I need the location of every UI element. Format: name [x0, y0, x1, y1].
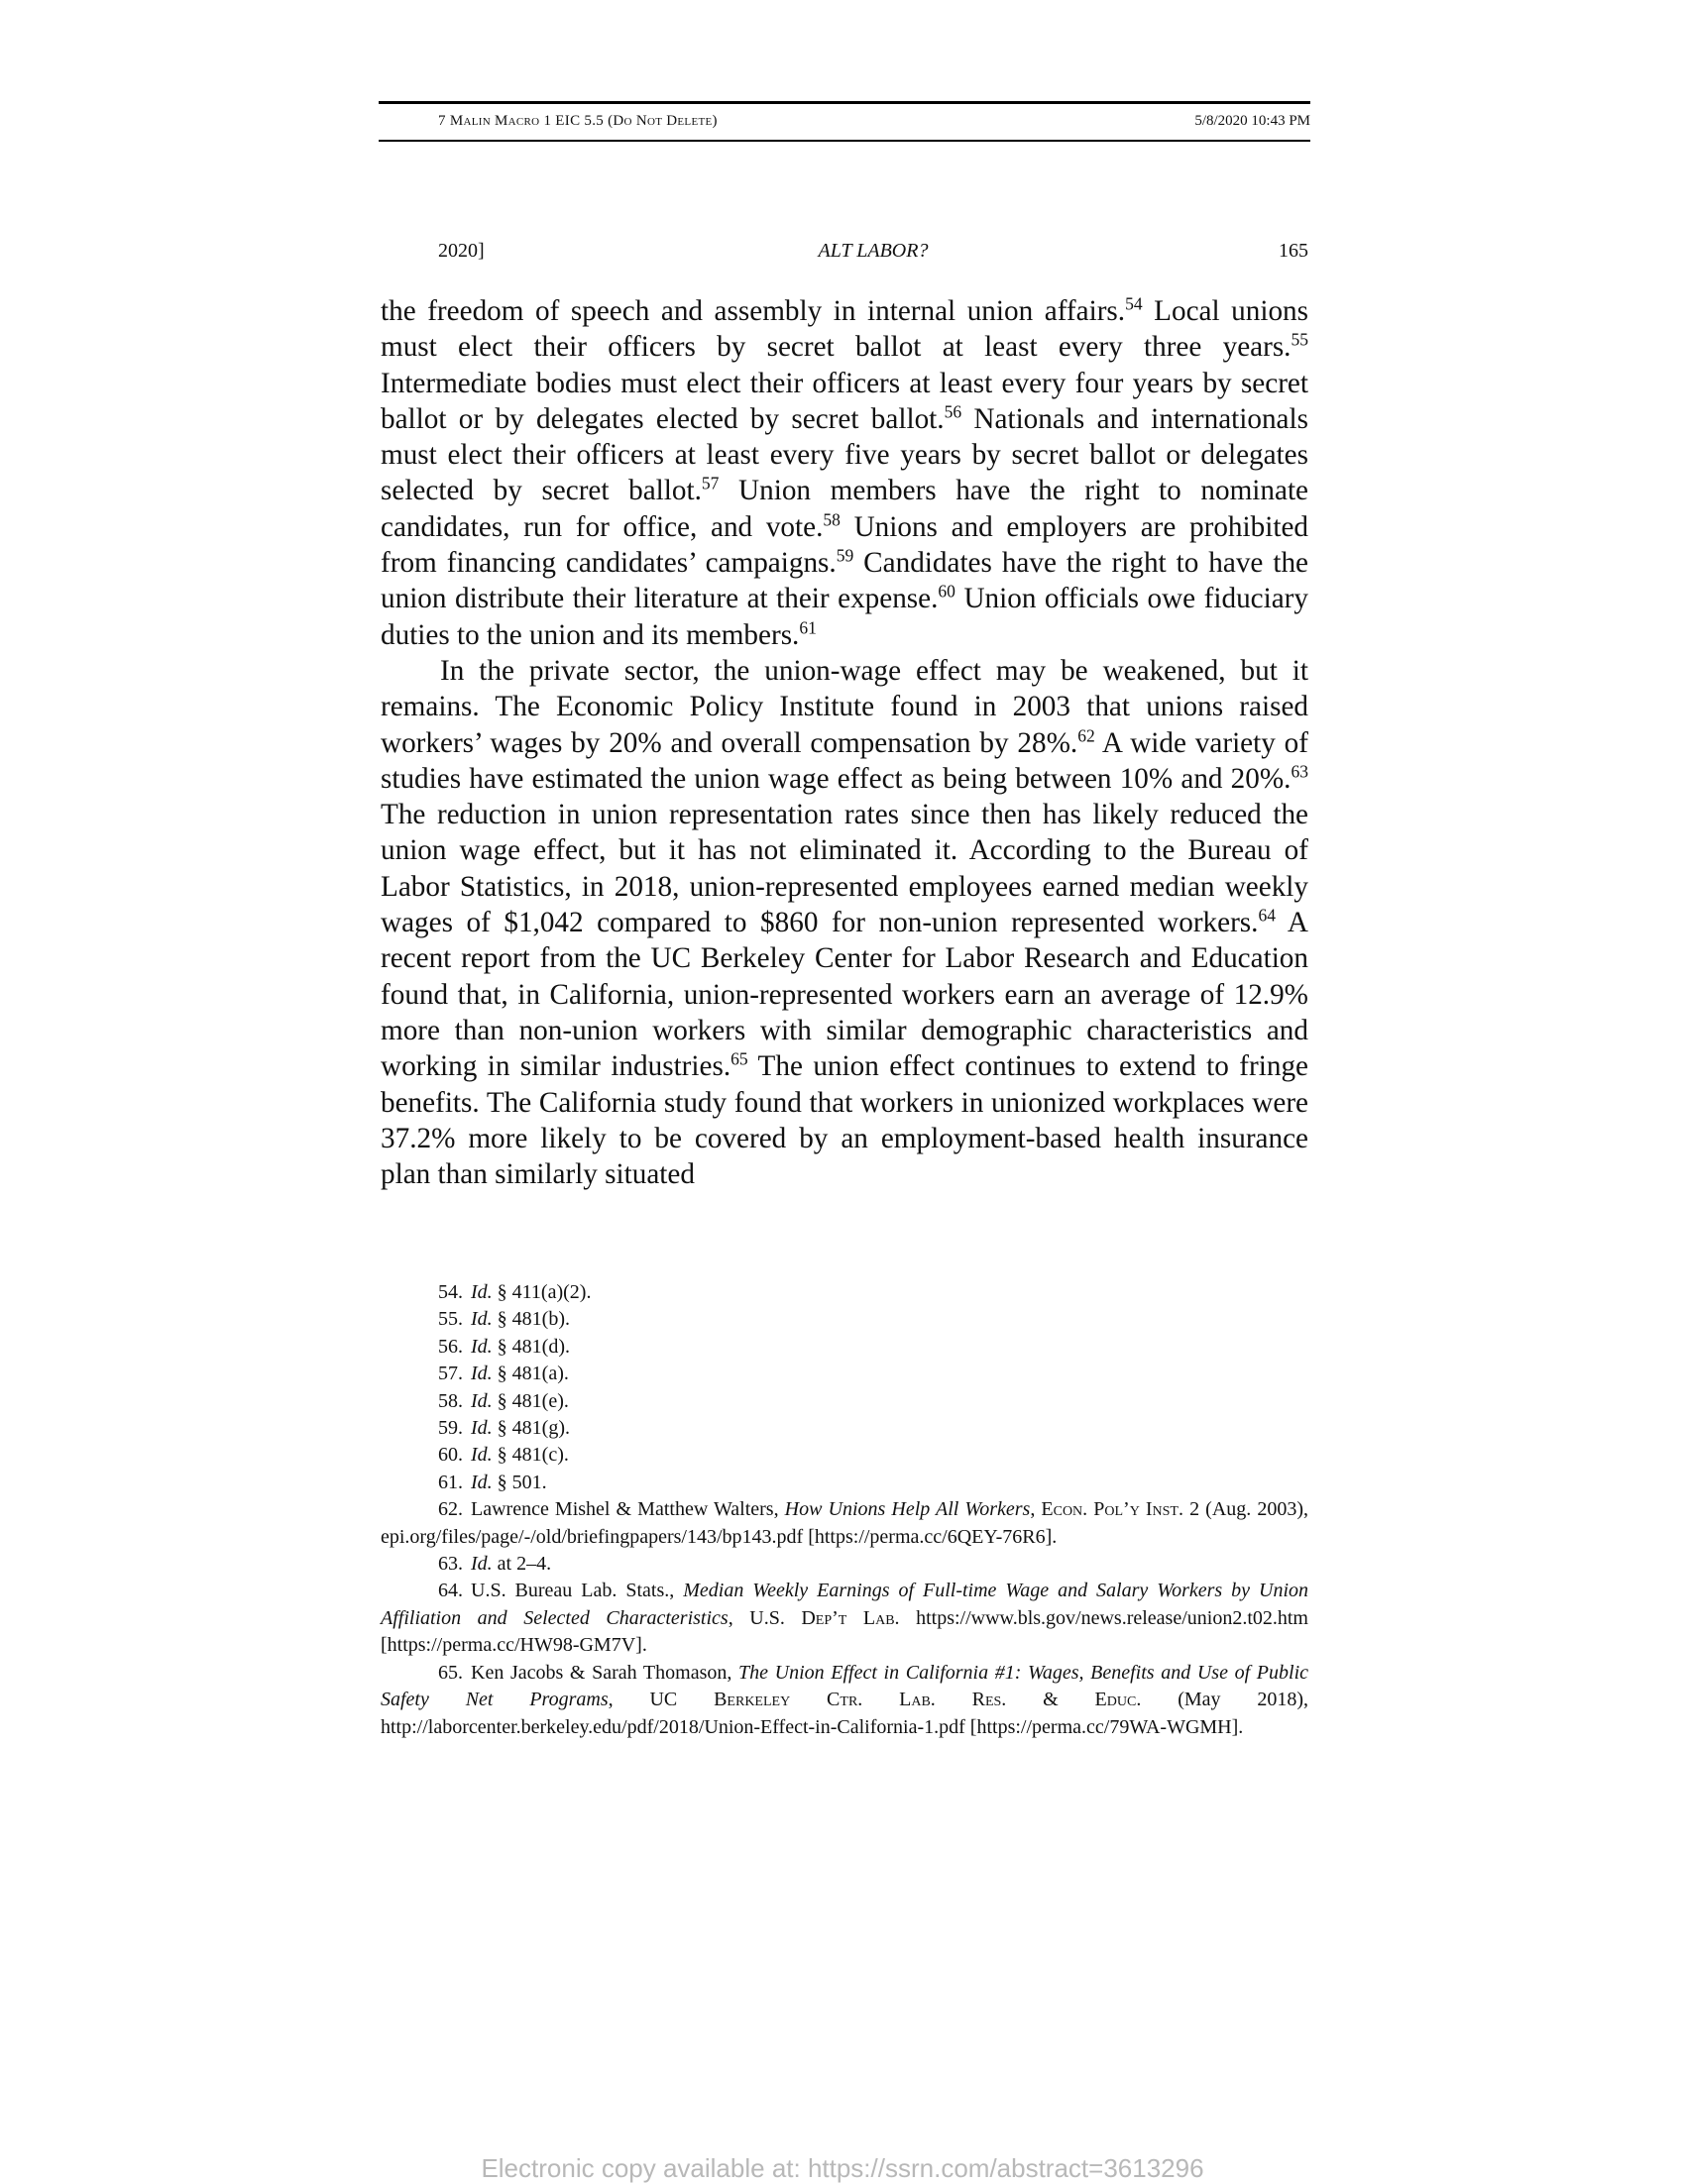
footnote-rest: 2 (Aug. 2003), epi.org/files/page/-/old/briefingpapers/143/bp143.pdf [https://perma.cc/6QEY-76R6]. — [381, 1498, 1308, 1548]
footnote-id: Id. — [471, 1281, 493, 1303]
footnote-id: Id. — [471, 1389, 493, 1412]
footnote-ref-60[interactable]: 60 — [938, 581, 955, 601]
footnote-number: 57. — [438, 1363, 463, 1385]
footnote-number: 63. — [438, 1553, 463, 1576]
footnote-ref-58[interactable]: 58 — [823, 509, 841, 530]
footnote-id: Id. — [471, 1335, 493, 1358]
footnote-60 — [381, 1442, 1308, 1469]
footnote-number: 62. — [438, 1498, 463, 1521]
text-run: Intermediate bodies must elect their officers at least every four years by secret ballot or by delegates elected by secret ballot. — [381, 367, 1308, 435]
text-run: Union officials owe fiduciary duties to the union and its members. — [381, 583, 1308, 651]
running-head-year: 2020] — [438, 240, 485, 262]
text-run: the freedom of speech and assembly in internal union affairs. — [381, 295, 1126, 327]
footnote-59 — [381, 1415, 1308, 1442]
text-run: Union members have the right to nominate candidates, run for office, and vote. — [381, 475, 1309, 543]
text-run: A recent report from the UC Berkeley Center for Labor Research and Education found that, in California, union-represented workers earn an average of 12.9% more than non-union workers with similar demographic characteristics and working in similar industries. — [381, 907, 1309, 1083]
footnote-cite: § 481(c). — [492, 1444, 569, 1467]
footnote-ref-54[interactable]: 54 — [1125, 293, 1143, 314]
footnote-55 — [381, 1306, 1308, 1333]
footnote-title: The Union Effect in California #1: Wages, Benefits and Use of Public Safety Net Programs — [381, 1661, 1308, 1711]
footnote-ref-63[interactable]: 63 — [1291, 761, 1308, 782]
header-bottom-rule — [379, 140, 1310, 142]
footnote-ref-61[interactable]: 61 — [799, 617, 817, 638]
footnote-cite: at 2–4. — [492, 1553, 552, 1576]
footnote-publisher: Econ. Pol’y Inst. — [1041, 1498, 1183, 1521]
footnote-cite: § 481(b). — [492, 1308, 570, 1331]
footnote-cite: § 481(e). — [492, 1389, 569, 1412]
slug-timestamp: 5/8/2020 10:43 PM — [1194, 113, 1310, 129]
footnote-cite: § 411(a)(2). — [492, 1281, 592, 1303]
footnote-64: 64. U.S. Bureau Lab. Stats., Median Weekly Earnings of Full-time Wage and Salary Workers by Union Affiliation and Selected Characteristics, U.S. Dep’t Lab. https://www.bls.gov/news.release/union2.t02.htm [https://perma.cc/HW98-GM7V]. — [381, 1580, 1308, 1657]
footnote-ref-65[interactable]: 65 — [730, 1048, 748, 1069]
header-top-rule — [379, 101, 1310, 104]
footnote-62: 62. Lawrence Mishel & Matthew Walters, How Unions Help All Workers, Econ. Pol’y Inst. 2 (Aug. 2003), epi.org/files/page/-/old/briefingpapers/143/bp143.pdf [https://perma.cc/6QEY-76R6]. — [381, 1498, 1308, 1548]
footnote-id: Id. — [471, 1444, 493, 1467]
footnote-54 — [381, 1279, 1308, 1306]
footnote-number: 56. — [438, 1335, 463, 1358]
footnote-ref-55[interactable]: 55 — [1291, 329, 1308, 350]
text-run: The reduction in union representation rates since then has likely reduced the union wage effect, but it has not eliminated it. According to the Bureau of Labor Statistics, in 2018, union-represented employees earned median weekly wages of $1,042 compared to $860 for non-union represented workers. — [381, 799, 1308, 939]
footnote-publisher: U.S. Dep’t Lab. — [749, 1606, 900, 1629]
footnote-56 — [381, 1334, 1308, 1361]
text-run: A wide variety of studies have estimated the union wage effect as being between 10% and 20%. — [381, 726, 1308, 795]
footnote-cite: § 481(a). — [492, 1363, 569, 1385]
page-number: 165 — [1279, 240, 1308, 262]
footnote-id: Id. — [471, 1363, 493, 1385]
footnote-number: 65. — [438, 1661, 463, 1684]
text-run: Local unions must elect their officers by secret ballot at least every three years. — [381, 295, 1308, 364]
footnote-authors: Ken Jacobs & Sarah Thomason, — [471, 1661, 738, 1684]
ssrn-footer-link[interactable]: Electronic copy available at: https://ssrn.com/abstract=3613296 — [481, 2153, 1204, 2183]
footnote-61 — [381, 1470, 1308, 1496]
running-head-title: ALT LABOR? — [818, 240, 929, 262]
footnote-title: Median Weekly Earnings of Full-time Wage and Salary Workers by Union Affiliation and Selected Characteristics — [381, 1580, 1308, 1629]
text-run: Candidates have the right to have the union distribute their literature at their expense. — [381, 547, 1308, 615]
text-run: Unions and employers are prohibited from financing candidates’ campaigns. — [381, 510, 1308, 580]
footnote-number: 54. — [438, 1281, 463, 1303]
text-run: Nationals and internationals must elect their officers at least every five years by secret ballot or delegates selected by secret ballot. — [381, 402, 1308, 507]
footnote-cite: § 481(g). — [492, 1417, 570, 1440]
footnote-number: 59. — [438, 1417, 463, 1440]
footnote-authors: U.S. Bureau Lab. Stats., — [471, 1580, 684, 1602]
footnote-ref-59[interactable]: 59 — [836, 545, 854, 566]
footnote-ref-57[interactable]: 57 — [701, 473, 720, 493]
footnote-cite: § 501. — [492, 1471, 547, 1493]
paragraph-2 — [381, 653, 1308, 1192]
footnote-63 — [381, 1551, 1308, 1578]
slug-file-label: 7 Malin Macro 1 EIC 5.5 (Do Not Delete) — [438, 113, 718, 129]
footnote-ref-56[interactable]: 56 — [944, 401, 962, 422]
footnote-rest: https://www.bls.gov/news.release/union2.t02.htm [https://perma.cc/HW98-GM7V]. — [381, 1606, 1308, 1657]
footnote-cite: § 481(d). — [492, 1335, 570, 1358]
footnote-number: 60. — [438, 1444, 463, 1467]
paragraph-1 — [381, 293, 1308, 653]
footnote-number: 61. — [438, 1471, 463, 1493]
footnote-number: 64. — [438, 1580, 463, 1602]
text-run: The union effect continues to extend to fringe benefits. The California study found that workers in unionized workplaces were 37.2% more likely to be covered by an employment-based health insurance plan than similarly situated — [381, 1050, 1308, 1191]
footnote-id: Id. — [471, 1471, 493, 1493]
footnote-id: Id. — [471, 1308, 493, 1331]
text-run: In the private sector, the union-wage effect may be weakened, but it remains. The Economic Policy Institute found in 2003 that unions raised workers’ wages by 20% and overall compensation by 28%. — [381, 654, 1308, 759]
footnotes — [381, 1279, 1308, 1741]
footnote-authors: Lawrence Mishel & Matthew Walters, — [471, 1498, 785, 1521]
footnote-rest: (May 2018), http://laborcenter.berkeley.edu/pdf/2018/Union-Effect-in-California-1.pdf [https://perma.cc/79WA-WGMH]. — [381, 1689, 1309, 1738]
footnote-ref-62[interactable]: 62 — [1077, 725, 1095, 746]
footnote-id: Id. — [471, 1553, 493, 1576]
footnote-65: 65. Ken Jacobs & Sarah Thomason, The Union Effect in California #1: Wages, Benefits and Use of Public Safety Net Programs, UC Berkeley Ctr. Lab. Res. & Educ. (May 2018), http://laborcenter.berkeley.edu/pdf/2018/Union-Effect-in-California-1.pdf [https://perma.cc/79WA-WGMH]. — [381, 1661, 1309, 1738]
footnote-publisher: UC Berkeley Ctr. Lab. Res. & Educ. — [649, 1689, 1142, 1711]
footnote-ref-64[interactable]: 64 — [1258, 905, 1276, 926]
footnote-number: 58. — [438, 1389, 463, 1412]
footnote-number: 55. — [438, 1308, 463, 1331]
main-body-text — [381, 293, 1308, 1192]
footnote-id: Id. — [471, 1417, 493, 1440]
footnote-title: How Unions Help All Workers — [784, 1498, 1031, 1521]
footnote-58 — [381, 1388, 1308, 1415]
footnote-57 — [381, 1361, 1308, 1387]
